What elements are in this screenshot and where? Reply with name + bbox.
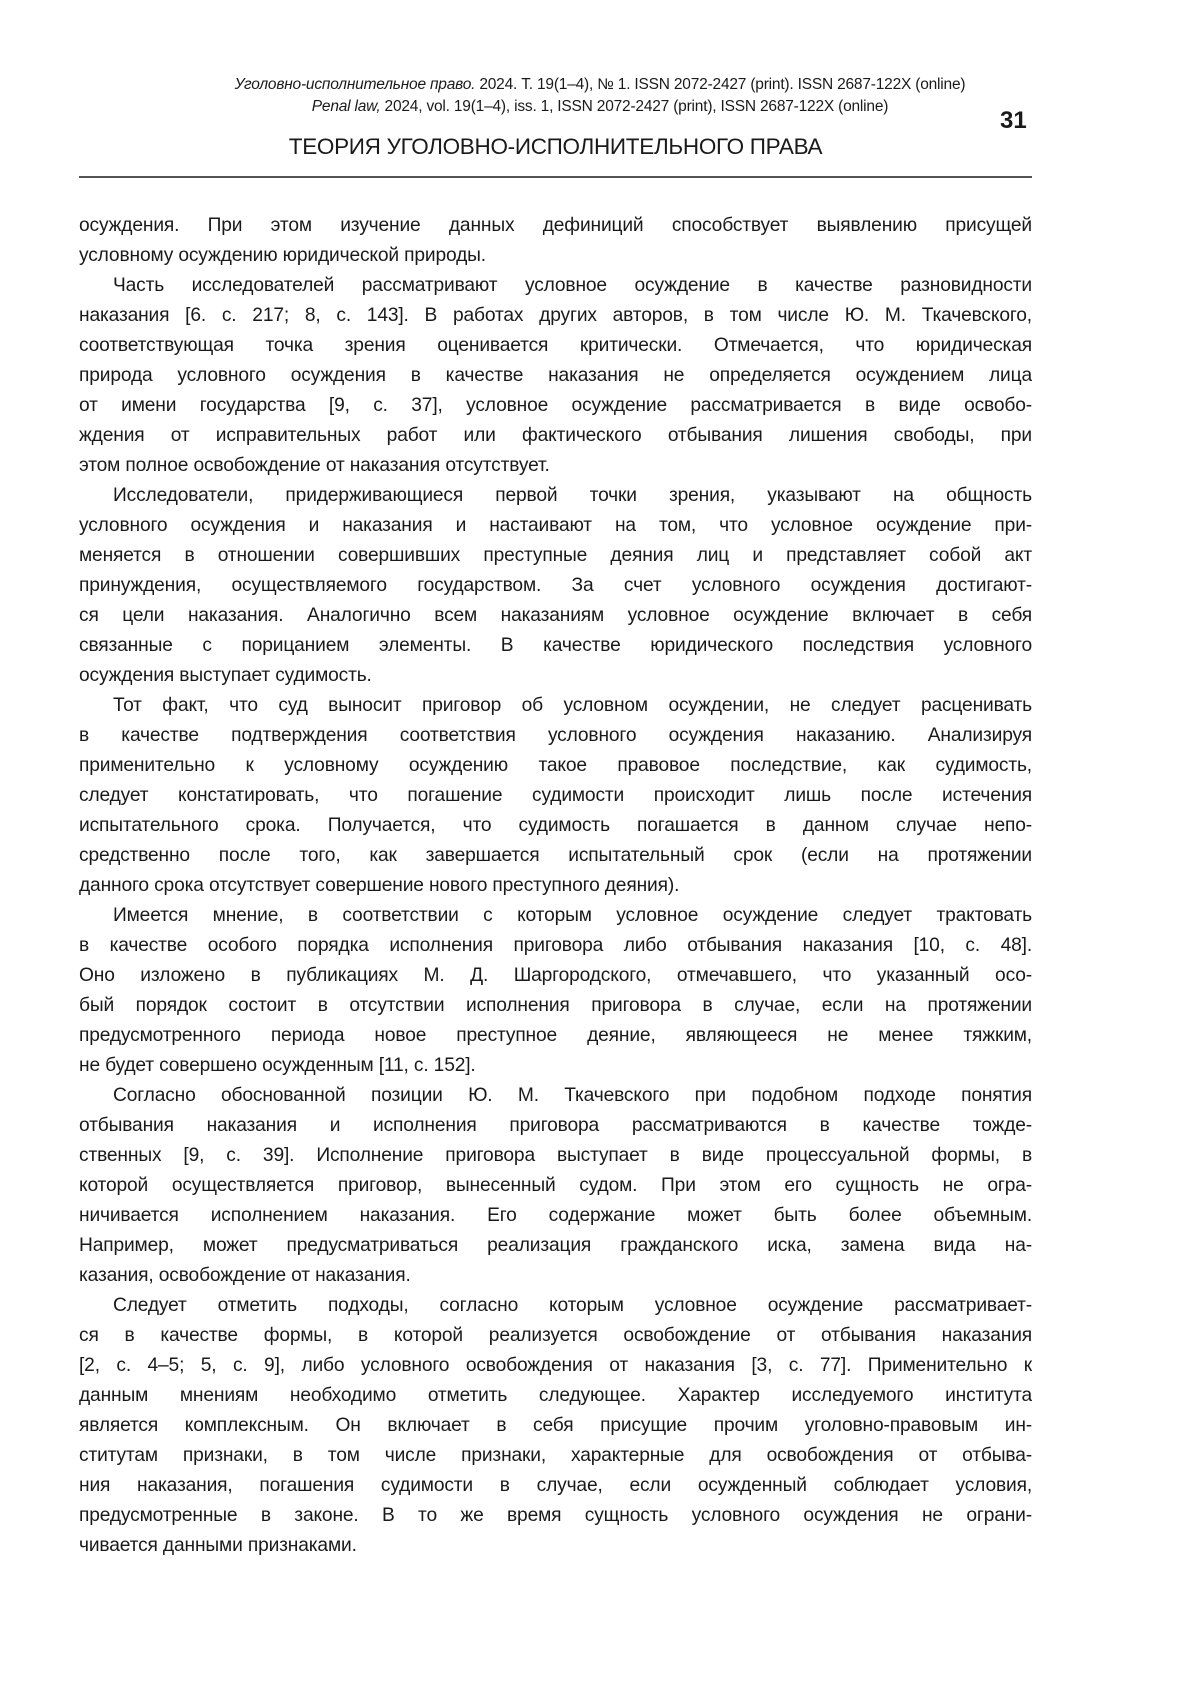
text-line: бый порядок состоит в отсутствии исполнения приговора в случае, если на протяжении xyxy=(79,991,1032,1021)
text-line: предусмотренные в законе. В то же время сущность условного осуждения не ограни- xyxy=(79,1501,1032,1531)
paragraph xyxy=(79,1291,1032,1561)
text-line: от имени государства [9, с. 37], условное осуждение рассматривается в виде освобо- xyxy=(79,391,1032,421)
text-line: этом полное освобождение от наказания отсутствует. xyxy=(79,451,1032,481)
text-line: Следует отметить подходы, согласно которым условное осуждение рассматривает- xyxy=(79,1291,1032,1321)
paragraph xyxy=(79,691,1032,901)
text-line: испытательного срока. Получается, что судимость погашается в данном случае непо- xyxy=(79,811,1032,841)
journal-info-ru: 2024. Т. 19(1–4), № 1. ISSN 2072-2427 (print). ISSN 2687-122X (online) xyxy=(475,76,965,93)
text-line: применительно к условному осуждению такое правовое последствие, как судимость, xyxy=(79,751,1032,781)
text-line: ждения от исправительных работ или фактического отбывания лишения свободы, при xyxy=(79,421,1032,451)
text-line: чивается данными признаками. xyxy=(79,1531,1032,1561)
text-line: Например, может предусматриваться реализация гражданского иска, замена вида на- xyxy=(79,1231,1032,1261)
text-line: принуждения, осуществляемого государством. За счет условного осуждения достигают- xyxy=(79,571,1032,601)
text-line: которой осуществляется приговор, вынесенный судом. При этом его сущность не огра- xyxy=(79,1171,1032,1201)
text-line: природа условного осуждения в качестве наказания не определяется осуждением лица xyxy=(79,361,1032,391)
text-line: в качестве особого порядка исполнения приговора либо отбывания наказания [10, с. 48]. xyxy=(79,931,1032,961)
running-header-ru xyxy=(60,76,1140,94)
paragraph xyxy=(79,1081,1032,1291)
text-line: данного срока отсутствует совершение нового преступного деяния). xyxy=(79,871,1032,901)
text-line: осуждения. При этом изучение данных дефиниций способствует выявлению присущей xyxy=(79,211,1032,241)
running-header-en xyxy=(60,98,1140,116)
text-line: Часть исследователей рассматривают условное осуждение в качестве разновидности xyxy=(79,271,1032,301)
text-line: условного осуждения и наказания и настаивают на том, что условное осуждение при- xyxy=(79,511,1032,541)
header-divider xyxy=(79,176,1032,178)
text-line: Согласно обоснованной позиции Ю. М. Ткачевского при подобном подходе понятия xyxy=(79,1081,1032,1111)
journal-title-en: Penal law, xyxy=(312,98,381,115)
text-line: Имеется мнение, в соответствии с которым условное осуждение следует трактовать xyxy=(79,901,1032,931)
article-body xyxy=(79,211,1032,1561)
text-line: Оно изложено в публикациях М. Д. Шаргородского, отмечавшего, что указанный осо- xyxy=(79,961,1032,991)
text-line: ничивается исполнением наказания. Его содержание может быть более объемным. xyxy=(79,1201,1032,1231)
text-line: ся в качестве формы, в которой реализуется освобождение от отбывания наказания xyxy=(79,1321,1032,1351)
paragraph xyxy=(79,211,1032,271)
text-line: связанные с порицанием элементы. В качестве юридического последствия условного xyxy=(79,631,1032,661)
text-line: является комплексным. Он включает в себя присущие прочим уголовно-правовым ин- xyxy=(79,1411,1032,1441)
section-title: ТЕОРИЯ УГОЛОВНО-ИСПОЛНИТЕЛЬНОГО ПРАВА xyxy=(79,134,1032,160)
text-line: ния наказания, погашения судимости в случае, если осужденный соблюдает условия, xyxy=(79,1471,1032,1501)
text-line: в качестве подтверждения соответствия условного осуждения наказанию. Анализируя xyxy=(79,721,1032,751)
journal-title-ru: Уголовно-исполнительное право. xyxy=(235,76,476,93)
text-line: условному осуждению юридической природы. xyxy=(79,241,1032,271)
text-line: предусмотренного периода новое преступное деяние, являющееся не менее тяжким, xyxy=(79,1021,1032,1051)
paragraph xyxy=(79,481,1032,691)
text-line: меняется в отношении совершивших преступные деяния лиц и представляет собой акт xyxy=(79,541,1032,571)
text-line: ственных [9, с. 39]. Исполнение приговора выступает в виде процессуальной формы, в xyxy=(79,1141,1032,1171)
text-line: ся цели наказания. Аналогично всем наказаниям условное осуждение включает в себя xyxy=(79,601,1032,631)
paragraph xyxy=(79,901,1032,1081)
text-line: ститутам признаки, в том числе признаки, характерные для освобождения от отбыва- xyxy=(79,1441,1032,1471)
text-line: казания, освобождение от наказания. xyxy=(79,1261,1032,1291)
text-line: следует констатировать, что погашение судимости происходит лишь после истечения xyxy=(79,781,1032,811)
page-number: 31 xyxy=(1000,107,1027,135)
text-line: наказания [6. с. 217; 8, с. 143]. В работах других авторов, в том числе Ю. М. Ткачевского, xyxy=(79,301,1032,331)
text-line: отбывания наказания и исполнения приговора рассматриваются в качестве тожде- xyxy=(79,1111,1032,1141)
text-line: не будет совершено осужденным [11, с. 152]. xyxy=(79,1051,1032,1081)
paragraph xyxy=(79,271,1032,481)
text-line: соответствующая точка зрения оценивается критически. Отмечается, что юридическая xyxy=(79,331,1032,361)
text-line: осуждения выступает судимость. xyxy=(79,661,1032,691)
text-line: Тот факт, что суд выносит приговор об условном осуждении, не следует расценивать xyxy=(79,691,1032,721)
text-line: средственно после того, как завершается испытательный срок (если на протяжении xyxy=(79,841,1032,871)
text-line: [2, с. 4–5; 5, с. 9], либо условного освобождения от наказания [3, с. 77]. Применительно к xyxy=(79,1351,1032,1381)
text-line: данным мнениям необходимо отметить следующее. Характер исследуемого института xyxy=(79,1381,1032,1411)
text-line: Исследователи, придерживающиеся первой точки зрения, указывают на общность xyxy=(79,481,1032,511)
journal-info-en: 2024, vol. 19(1–4), iss. 1, ISSN 2072-2427 (print), ISSN 2687-122X (online) xyxy=(380,98,888,115)
